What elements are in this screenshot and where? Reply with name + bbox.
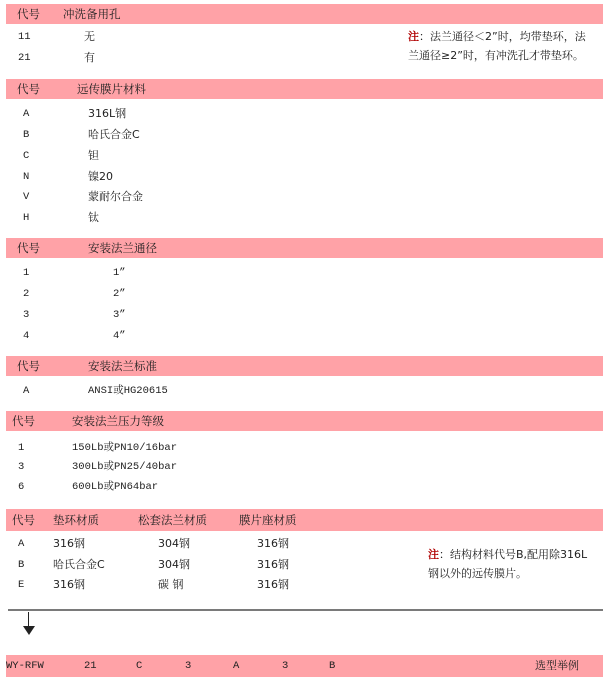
row-code: A bbox=[23, 108, 30, 120]
note-text-1: ：结构材料代号B,配用除316L bbox=[439, 548, 588, 561]
example-label: 选型举例 bbox=[535, 659, 579, 672]
row-value: 有 bbox=[84, 51, 95, 64]
header-code: 代号 bbox=[12, 414, 35, 428]
example-code-standard: A bbox=[233, 660, 240, 672]
example-code-diaphragm: C bbox=[136, 660, 143, 672]
row-value: 镍20 bbox=[88, 170, 113, 183]
row-value: 300Lb或PN25/40bar bbox=[72, 461, 178, 473]
row-seat: 316钢 bbox=[257, 578, 289, 591]
note-text-2: 钢以外的远传膜片。 bbox=[428, 567, 527, 580]
row-code: H bbox=[23, 212, 30, 224]
row-loose-flange: 碳 钢 bbox=[158, 578, 184, 591]
header-diaphragm-seat-material: 膜片座材质 bbox=[239, 513, 297, 527]
row-code: 1 bbox=[23, 267, 30, 279]
row-code: 3 bbox=[18, 461, 25, 473]
row-gasket: 316钢 bbox=[53, 578, 85, 591]
example-code-size: 3 bbox=[185, 660, 192, 672]
separator-line bbox=[8, 609, 603, 611]
row-value: 蒙耐尔合金 bbox=[88, 190, 143, 203]
row-code: 4 bbox=[23, 330, 30, 342]
example-code-structure: B bbox=[329, 660, 336, 672]
row-value: 哈氏合金C bbox=[88, 128, 140, 141]
row-code: 11 bbox=[18, 31, 31, 43]
row-gasket: 哈氏合金C bbox=[53, 558, 105, 571]
row-value: 1” bbox=[113, 267, 126, 279]
header-gasket-material: 垫环材质 bbox=[53, 513, 99, 527]
header-flush-hole: 冲洗备用孔 bbox=[63, 7, 121, 21]
header-loose-flange-material: 松套法兰材质 bbox=[138, 513, 207, 527]
example-code-flush: 21 bbox=[84, 660, 97, 672]
note-text-2: 兰通径≥2”时，有冲洗孔才带垫环。 bbox=[408, 49, 584, 62]
note-flush-hole bbox=[408, 27, 603, 65]
note-structure-material bbox=[428, 545, 603, 583]
row-value: 钽 bbox=[88, 149, 99, 162]
row-code: 3 bbox=[23, 309, 30, 321]
row-code: B bbox=[18, 559, 25, 571]
row-code: E bbox=[18, 579, 25, 591]
row-value: 4” bbox=[113, 330, 126, 342]
row-value: 无 bbox=[84, 30, 95, 43]
down-arrow-icon bbox=[23, 626, 35, 635]
row-loose-flange: 304钢 bbox=[158, 558, 190, 571]
row-gasket: 316钢 bbox=[53, 537, 85, 550]
example-model: WY-RFW bbox=[6, 660, 44, 672]
row-code: B bbox=[23, 129, 30, 141]
row-seat: 316钢 bbox=[257, 558, 289, 571]
note-label: 注 bbox=[428, 548, 439, 561]
row-code: 21 bbox=[18, 52, 31, 64]
header-code: 代号 bbox=[17, 82, 40, 96]
row-loose-flange: 304钢 bbox=[158, 537, 190, 550]
row-value: 316L钢 bbox=[88, 107, 127, 120]
row-value: 钛 bbox=[88, 211, 99, 224]
row-code: 2 bbox=[23, 288, 30, 300]
header-code: 代号 bbox=[17, 7, 40, 21]
row-value: 2” bbox=[113, 288, 126, 300]
row-code: A bbox=[23, 385, 30, 397]
note-text-1: ：法兰通径＜2”时，均带垫环，法 bbox=[419, 30, 586, 43]
row-seat: 316钢 bbox=[257, 537, 289, 550]
row-code: N bbox=[23, 171, 30, 183]
header-flange-standard: 安装法兰标准 bbox=[88, 359, 157, 373]
row-code: V bbox=[23, 191, 30, 203]
header-code: 代号 bbox=[17, 241, 40, 255]
example-code-pressure: 3 bbox=[282, 660, 289, 672]
arrow-shaft bbox=[28, 612, 29, 626]
note-label: 注 bbox=[408, 30, 419, 43]
row-code: 6 bbox=[18, 481, 25, 493]
header-code: 代号 bbox=[17, 359, 40, 373]
row-value: 600Lb或PN64bar bbox=[72, 481, 159, 493]
row-code: C bbox=[23, 150, 30, 162]
row-value: 3” bbox=[113, 309, 126, 321]
row-code: A bbox=[18, 538, 25, 550]
row-value: 150Lb或PN10/16bar bbox=[72, 442, 178, 454]
row-value: ANSI或HG20615 bbox=[88, 385, 168, 397]
header-pressure-class: 安装法兰压力等级 bbox=[72, 414, 164, 428]
row-code: 1 bbox=[18, 442, 25, 454]
header-flange-size: 安装法兰通径 bbox=[88, 241, 157, 255]
header-diaphragm-material: 远传膜片材料 bbox=[77, 82, 146, 96]
header-code: 代号 bbox=[12, 513, 35, 527]
